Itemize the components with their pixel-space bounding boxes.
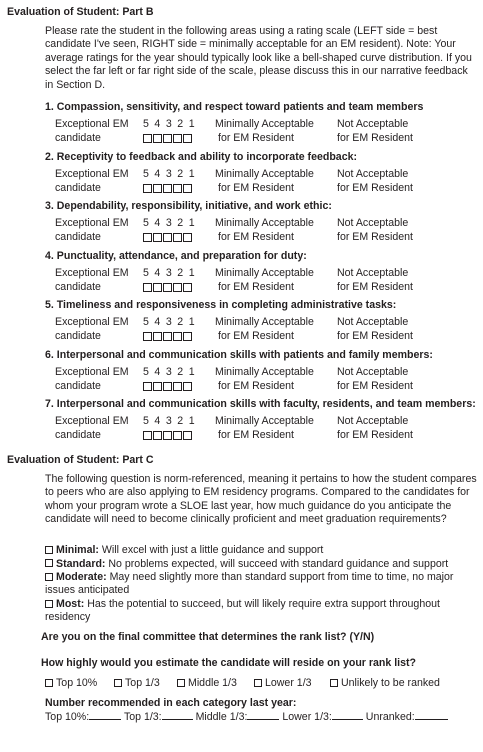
checkbox-icon[interactable] [45,546,53,554]
scale-right-label: for EM Resident [337,379,413,392]
checkbox-icon[interactable] [254,679,262,687]
scale-mid-label: Minimally Acceptable [215,168,314,180]
guidance-option-most[interactable]: Most: Has the potential to succeed, but will likely require extra support throughout residency [45,598,440,624]
scale-left-label: Exceptional EM [55,217,129,229]
rating-checkbox-3[interactable] [163,332,172,341]
rating-checkbox-3[interactable] [163,382,172,391]
rating-checkboxes [143,332,193,341]
rating-checkbox-5[interactable] [143,134,152,143]
guidance-option-moderate[interactable]: Moderate: May need slightly more than standard support from time to time, no major issues anticipated [45,571,454,597]
checkbox-icon[interactable] [114,679,122,687]
scale-numbers: 5 4 3 2 1 [143,316,196,328]
rank-option-lower-third[interactable]: Lower 1/3 [254,677,312,690]
scale-mid-label: Minimally Acceptable [215,118,314,130]
rating-checkbox-4[interactable] [153,233,162,242]
scale-right-label: for EM Resident [337,280,413,293]
rating-checkbox-2[interactable] [173,233,182,242]
top-third-count-field[interactable] [162,710,193,720]
rank-question: How highly would you estimate the candidate will reside on your rank list? [41,657,416,669]
rating-item-question: 7. Interpersonal and communication skills with faculty, residents, and team members: [45,398,476,410]
checkbox-icon[interactable] [45,559,53,567]
rating-checkbox-1[interactable] [183,283,192,292]
scale-left-label: candidate [55,131,101,144]
rating-checkbox-1[interactable] [183,233,192,242]
rating-checkbox-4[interactable] [153,134,162,143]
rating-item-question: 6. Interpersonal and communication skills with patients and family members: [45,349,433,361]
rating-checkbox-5[interactable] [143,431,152,440]
scale-numbers: 5 4 3 2 1 [143,366,196,378]
scale-right-label: Not Acceptable [337,366,409,378]
rating-checkbox-3[interactable] [163,283,172,292]
scale-left-label: Exceptional EM [55,366,129,378]
scale-right-label: Not Acceptable [337,217,409,229]
scale-mid-label: for EM Resident [218,280,294,293]
rating-scale-row [55,168,480,196]
rating-item-question: 3. Dependability, responsibility, initiative, and work ethic: [45,200,332,212]
lower-third-count-field[interactable] [332,710,363,720]
part-c-title: Evaluation of Student: Part C [7,454,154,466]
checkbox-icon[interactable] [330,679,338,687]
scale-left-label: Exceptional EM [55,267,129,279]
rating-checkbox-4[interactable] [153,332,162,341]
scale-left-label: candidate [55,379,101,392]
checkbox-icon[interactable] [177,679,185,687]
rating-checkbox-5[interactable] [143,332,152,341]
scale-right-label: Not Acceptable [337,168,409,180]
checkbox-icon[interactable] [45,573,53,581]
scale-left-label: Exceptional EM [55,415,129,427]
guidance-option-minimal[interactable]: Minimal: Will excel with just a little guidance and support [45,544,480,557]
scale-mid-label: Minimally Acceptable [215,366,314,378]
part-b-title: Evaluation of Student: Part B [7,6,154,18]
rating-scale-row [55,316,480,344]
scale-left-label: candidate [55,181,101,194]
rating-checkbox-2[interactable] [173,431,182,440]
rating-checkbox-1[interactable] [183,431,192,440]
scale-right-label: for EM Resident [337,329,413,342]
number-fields: Top 10%: Top 1/3: Middle 1/3: Lower 1/3: Unranked: [45,710,448,724]
scale-left-label: Exceptional EM [55,316,129,328]
rating-checkboxes [143,431,193,440]
rank-option-middle-third[interactable]: Middle 1/3 [177,677,237,690]
scale-numbers: 5 4 3 2 1 [143,415,196,427]
scale-mid-label: Minimally Acceptable [215,267,314,279]
rating-scale-row [55,267,480,295]
checkbox-icon[interactable] [45,600,53,608]
scale-mid-label: for EM Resident [218,230,294,243]
scale-right-label: Not Acceptable [337,415,409,427]
rating-checkbox-3[interactable] [163,184,172,193]
rating-checkbox-4[interactable] [153,431,162,440]
scale-left-label: candidate [55,280,101,293]
committee-question: Are you on the final committee that determines the rank list? (Y/N) [41,631,375,643]
top10-count-field[interactable] [89,710,121,720]
rating-checkbox-3[interactable] [163,431,172,440]
guidance-option-standard[interactable]: Standard: No problems expected, will succeed with standard guidance and support [45,558,480,571]
checkbox-icon[interactable] [45,679,53,687]
rating-checkbox-5[interactable] [143,382,152,391]
scale-numbers: 5 4 3 2 1 [143,267,196,279]
scale-right-label: Not Acceptable [337,118,409,130]
rating-checkboxes [143,184,193,193]
scale-left-label: Exceptional EM [55,168,129,180]
rating-checkbox-1[interactable] [183,184,192,193]
scale-numbers: 5 4 3 2 1 [143,217,196,229]
scale-mid-label: Minimally Acceptable [215,415,314,427]
rating-checkbox-5[interactable] [143,283,152,292]
scale-left-label: candidate [55,230,101,243]
scale-right-label: Not Acceptable [337,316,409,328]
rating-checkboxes [143,233,193,242]
number-question: Number recommended in each category last year: [45,697,297,709]
rank-option-unlikely[interactable]: Unlikely to be ranked [330,677,440,690]
rating-checkbox-1[interactable] [183,134,192,143]
scale-right-label: Not Acceptable [337,267,409,279]
rating-checkboxes [143,382,193,391]
scale-mid-label: for EM Resident [218,181,294,194]
scale-numbers: 5 4 3 2 1 [143,168,196,180]
scale-left-label: candidate [55,329,101,342]
rating-item-question: 5. Timeliness and responsiveness in completing administrative tasks: [45,299,397,311]
scale-right-label: for EM Resident [337,428,413,441]
middle-third-count-field[interactable] [247,710,279,720]
scale-left-label: Exceptional EM [55,118,129,130]
rating-checkbox-5[interactable] [143,233,152,242]
rating-scale-row [55,415,480,443]
rating-checkbox-3[interactable] [163,134,172,143]
scale-mid-label: for EM Resident [218,131,294,144]
rating-scale-row [55,217,480,245]
scale-right-label: for EM Resident [337,131,413,144]
scale-mid-label: Minimally Acceptable [215,316,314,328]
rating-checkbox-4[interactable] [153,283,162,292]
scale-numbers: 5 4 3 2 1 [143,118,196,130]
rating-scale-row [55,118,480,146]
unranked-count-field[interactable] [415,710,448,720]
rating-checkbox-5[interactable] [143,184,152,193]
scale-left-label: candidate [55,428,101,441]
rank-option-top-third[interactable]: Top 1/3 [114,677,160,690]
scale-mid-label: for EM Resident [218,329,294,342]
rating-scale-row [55,366,480,394]
rating-checkbox-1[interactable] [183,332,192,341]
rating-checkbox-2[interactable] [173,283,182,292]
rating-checkbox-2[interactable] [173,382,182,391]
rank-option-top10[interactable]: Top 10% [45,677,97,690]
part-b-instructions: Please rate the student in the following areas using a rating scale (LEFT side = best candidate I've seen, RIGHT side = minimally acceptable for an EM resident). Note: Your average ratings for the year should typically look like a bell-shaped curve distribution. If you select the far left or far right side of the scale, please discuss this in our narrative feedback in Section D. [45,25,472,91]
rating-item-question: 4. Punctuality, attendance, and preparation for duty: [45,250,307,262]
rating-checkbox-4[interactable] [153,184,162,193]
scale-mid-label: Minimally Acceptable [215,217,314,229]
part-c-intro: The following question is norm-referenced, meaning it pertains to how the student compares to peers who are also applying to EM residency programs. Compared to the candidates for whom your program wrote a SLOE last year, how much guidance do you anticipate the candidate will need to become clinically proficient and meet graduation requirements? [45,473,477,526]
rating-item-question: 2. Receptivity to feedback and ability to incorporate feedback: [45,151,358,163]
scale-right-label: for EM Resident [337,181,413,194]
rating-checkboxes [143,283,193,292]
rating-checkbox-1[interactable] [183,382,192,391]
rating-item-question: 1. Compassion, sensitivity, and respect toward patients and team members [45,101,424,113]
rating-checkbox-3[interactable] [163,233,172,242]
rating-checkbox-2[interactable] [173,184,182,193]
scale-right-label: for EM Resident [337,230,413,243]
rating-checkbox-2[interactable] [173,134,182,143]
scale-mid-label: for EM Resident [218,379,294,392]
scale-mid-label: for EM Resident [218,428,294,441]
rating-checkbox-4[interactable] [153,382,162,391]
rating-checkboxes [143,134,193,143]
rating-checkbox-2[interactable] [173,332,182,341]
